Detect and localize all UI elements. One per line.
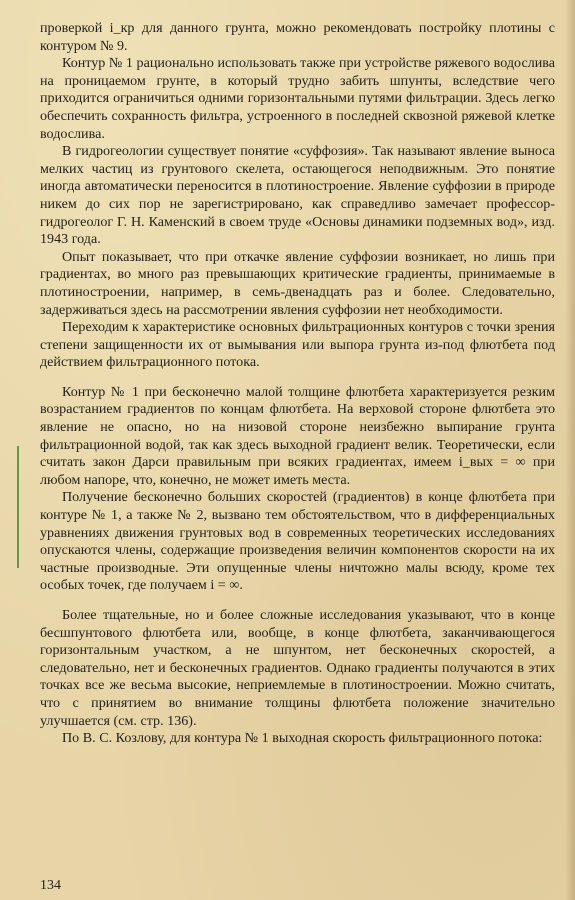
page-number: 134 <box>40 878 61 893</box>
body-text <box>40 20 555 748</box>
paragraph-experience: Опыт показывает, что при откачке явление суффозии возникает, но лишь при градиентах, во много раз превышающих критические градиенты, принимаемые в плотиностроении, например, в семь-двенадцать раз и более. Следовательно, задерживаться здесь на рассмотрении явления суффозии нет необходимости. <box>40 248 555 318</box>
paragraph-contour-1-weir: Контур № 1 рационально использовать также при устройстве ряжевого водослива на проницаемом грунте, в который трудно забить шпунты, вследствие чего приходится ограничиться одними горизонтальными путями фильтрации. Здесь легко обеспечить сохранность фильтра, устроенного в последней сквозной ряжевой клетке водослива. <box>40 55 555 142</box>
paragraph-detailed-studies: Более тщательные, но и более сложные исследования указывают, что в конце бесшпунтового флютбета или, вообще, в конце флютбета, заканчивающегося горизонтальным участком, а не шпунтом, нет бесконечных скоростей, а следовательно, нет и бесконечных градиентов. Однако градиенты получаются в этих точках все же весьма высокие, неприемлемые в плотиностроении. Можно считать, что с принятием во внимание толщины флютбета положение значительно улучшается (см. стр. 136). <box>40 607 555 729</box>
margin-highlight-line <box>17 446 19 568</box>
page-edge-shadow <box>565 0 575 900</box>
paragraph-suffosion-definition: В гидрогеологии существует понятие «суффозия». Так называют явление выноса мелких частиц из грунтового скелета, остающегося неподвижным. Это понятие иногда автоматически переносится в плотиностроение. Явление суффозии в природе никем до сих пор не зарегистрировано, как справедливо замечает профессор-гидрогеолог Г. Н. Каменский в своем труде «Основы динамики подземных вод», изд. 1943 года. <box>40 143 555 248</box>
paragraph-kozlov: По В. С. Козлову, для контура № 1 выходная скорость фильтрационного потока: <box>62 730 543 747</box>
paragraph-infinite-velocities: Получение бесконечно больших скоростей (градиентов) в конце флютбета при контуре № 1, а также № 2, вызвано тем обстоятельством, что в дифференциальных уравнениях движения грунтовых вод в современных теоретических исследованиях опускаются члены, содержащие произведения величин компонентов скорости на их частные производные. Эти опущенные члены ничтожно малы всюду, кроме тех особых точек, где получаем i = ∞. <box>40 489 555 594</box>
paragraph-contour-characteristics: Переходим к характеристике основных фильтрационных контуров с точки зрения степени защищенности их от вымывания или выпора грунта из-под флютбета под действием фильтрационного потока. <box>40 319 555 371</box>
paragraph-continuation: проверкой i_кр для данного грунта, можно рекомендовать постройку плотины с контуром № 9. <box>40 20 555 54</box>
paragraph-contour-1-gradients: Контур № 1 при бесконечно малой толщине флютбета характеризуется резким возрастанием градиентов по концам флютбета. На верховой стороне флютбета это явление не опасно, но на низовой стороне неизбежно выпирание грунта фильтрационной водой, так как здесь выходной градиент велик. Теоретически, если считать закон Дарси правильным при всяких градиентах, имеем i_вых = ∞ при любом напоре, что, конечно, не может иметь места. <box>40 383 555 488</box>
